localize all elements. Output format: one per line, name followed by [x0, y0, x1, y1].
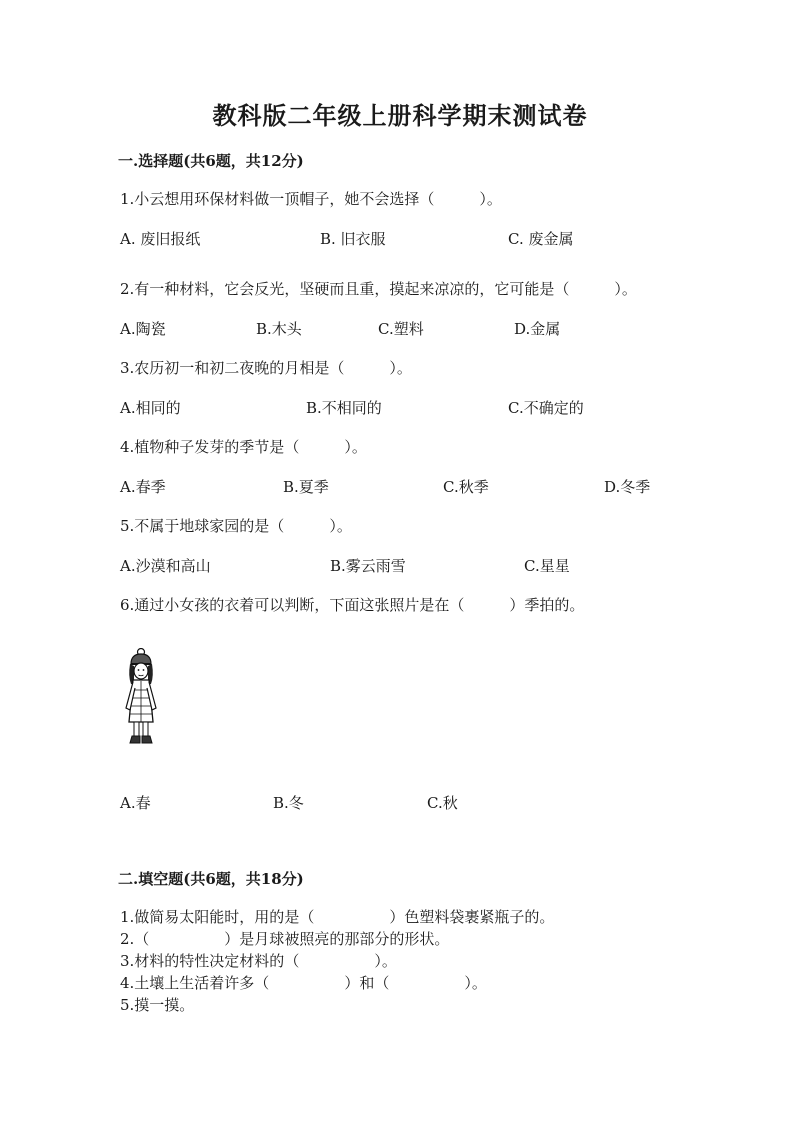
question-5-option-c: C.星星: [524, 557, 570, 575]
page-title: 教科版二年级上册科学期末测试卷: [212, 101, 588, 130]
question-3: 3.农历初一和初二夜晚的月相是（ ）。: [120, 359, 412, 377]
fill-item-1: 1.做简易太阳能时，用的是（ ）色塑料袋裹紧瓶子的。: [120, 908, 555, 926]
question-1-option-b: B. 旧衣服: [320, 230, 386, 248]
question-1: 1.小云想用环保材料做一顶帽子，她不会选择（ ）。: [120, 190, 502, 208]
question-3-option-b: B.不相同的: [306, 399, 382, 417]
question-2: 2.有一种材料，它会反光，坚硬而且重，摸起来凉凉的，它可能是（ ）。: [120, 280, 637, 298]
question-3-option-a: A.相同的: [120, 399, 181, 417]
question-6-option-a: A.春: [120, 794, 151, 812]
question-4-option-a: A.春季: [120, 478, 166, 496]
fill-item-5: 5.摸一摸。: [120, 996, 195, 1014]
girl-in-winter-coat-illustration: [122, 648, 160, 748]
question-2-option-c: C.塑料: [378, 320, 424, 338]
question-6-option-c: C.秋: [427, 794, 458, 812]
question-4: 4.植物种子发芽的季节是（ ）。: [120, 438, 367, 456]
question-5-option-b: B.雾云雨雪: [330, 557, 406, 575]
section-heading-fill-blank: 二.填空题(共6题，共18分): [118, 870, 304, 888]
question-6: 6.通过小女孩的衣着可以判断，下面这张照片是在（ ）季拍的。: [120, 596, 585, 614]
question-1-option-a: A. 废旧报纸: [120, 230, 201, 248]
question-3-option-c: C.不确定的: [508, 399, 584, 417]
question-4-option-c: C.秋季: [443, 478, 489, 496]
fill-item-4: 4.土壤上生活着许多（ ）和（ ）。: [120, 974, 487, 992]
section-heading-choice: 一.选择题(共6题，共12分): [118, 152, 304, 170]
question-2-option-d: D.金属: [514, 320, 561, 338]
question-6-option-b: B.冬: [273, 794, 304, 812]
question-5: 5.不属于地球家园的是（ ）。: [120, 517, 352, 535]
fill-item-2: 2.（ ）是月球被照亮的那部分的形状。: [120, 930, 450, 948]
fill-item-3: 3.材料的特性决定材料的（ ）。: [120, 952, 397, 970]
question-2-option-b: B.木头: [256, 320, 302, 338]
question-1-option-c: C. 废金属: [508, 230, 574, 248]
question-5-option-a: A.沙漠和高山: [120, 557, 211, 575]
question-4-option-d: D.冬季: [604, 478, 651, 496]
question-2-option-a: A.陶瓷: [120, 320, 166, 338]
question-4-option-b: B.夏季: [283, 478, 329, 496]
